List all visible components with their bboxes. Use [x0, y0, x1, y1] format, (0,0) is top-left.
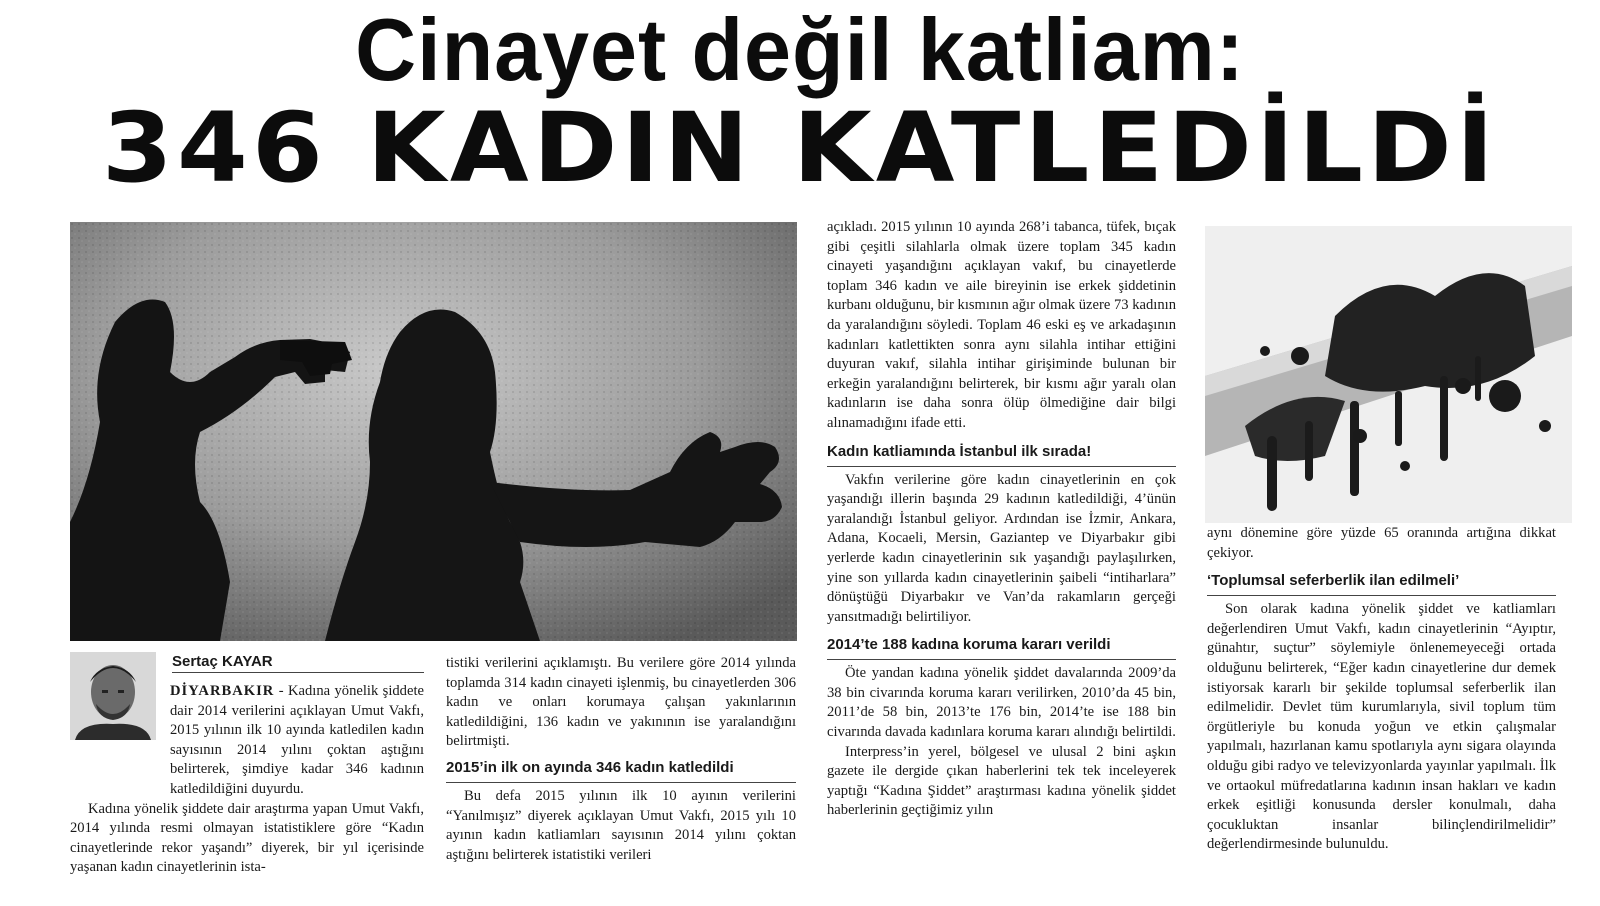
subheading: 2014’te 188 kadına koruma kararı verildi — [827, 635, 1176, 660]
subheading: 2015’in ilk on ayında 346 kadın katledildi — [446, 758, 796, 783]
knife-photo — [1205, 226, 1572, 523]
author-byline: Sertaç KAYAR — [172, 652, 424, 673]
headline-line-1: Cinayet değil katliam: — [355, 0, 1245, 99]
dateline-text: - Kadına yönelik şiddete dair 2014 verilerini açıklayan Umut Vakfı, 2015 yılının ilk 10 ayında katledilen kadın sayısının 2014 yılını çoktan aştığını belirterek, şimdiye kadar 346 kadının katledildiğini duyurdu. — [170, 683, 424, 797]
article-paragraph: Interpress’in yerel, bölgesel ve ulusal 2 bini aşkın gazete ile dergide çıkan haberlerini tek tek inceleyerek yaptığı “Kadına Şiddet” araştırması kadına yönelik şiddet haberlerinin geçtiğimiz yılın — [827, 743, 1176, 819]
article-paragraph: Vakfın verilerine göre kadın cinayetlerinin en çok yaşandığı illerin başında 29 kadının katledildiği, 4’ünün yaralandığı İstanbul geliyor. Ardından ise İzmir, Ankara, Adana, Kocaeli, Mersin, Gaziantep ve Diyarbakır gibi yerlerde kadın cinayetlerinin sık yaşandığı paylaşılırken, yine son yıllarda kadın cinayetlerinin şaibeli “intiharlara” dönüştüğü Diyarbakır ve Van’da rakamların gerçeği yansıtmadığı belirtiliyor. — [827, 471, 1176, 625]
article-column-1 — [70, 682, 424, 878]
article-paragraph: Öte yandan kadına yönelik şiddet davalarında 2009’da 38 bin civarında koruma kararı verilirken, 2010’da 45 bin, 2011’de 58 bin, 2013’te 176 bin, 2014’te ise 188 bin civarında davada kadınlara koruma kararı alındığı belirtildi. — [827, 665, 1176, 741]
main-photo — [70, 222, 797, 641]
article-column-2 — [446, 654, 796, 865]
article-paragraph: Kadına yönelik şiddete dair araştırma yapan Umut Vakfı, 2014 yılında resmi olmayan istatistiklere göre “Kadın cinayetlerinde rekor yaşandı” diyerek, bir yıl içerisinde yaşanan kadın cinayetlerinin ista- — [70, 800, 424, 876]
article-paragraph: Bu defa 2015 yılının ilk 10 ayının verilerini “Yanılmışız” diyerek açıklayan Umut Vakfı, 2015 yılı 10 ayının kadın katliamları sayısının 2014 yılını çoktan aştığını belirterek istatistiki verileri — [446, 787, 796, 863]
article-paragraph: açıkladı. 2015 yılının 10 ayında 268’i tabanca, tüfek, bıçak gibi çeşitli silahlarla olmak üzere toplam 345 kadın cinayeti yaşandığını açıklayan vakıf, bu cinayetlerde toplam 346 kadın ve aile bireyinin ise erkek şiddetinin kurbanı olduğunu, bir kısmının ağır olmak üzere 73 kadının da yaralandığını söyledi. Toplam 46 eski eş ve arkadaşının kadınları katlettikten sonra aynı silahla intihar ettiğini duyuran vakıf, silahla intihar girişiminde bulunan bir erkeğin yaralandığını belirterek, bir kısmı ağır yaralı olan kadınların ise daha sonra ölüp ölmediğine dair bilgi alınamadığını ifade etti. — [827, 219, 1176, 431]
article-column-3 — [827, 218, 1176, 821]
article-paragraph: Son olarak kadına yönelik şiddet ve katliamları değerlendiren Umut Vakfı, kadın cinayetlerinin “Ayıptır, günahtır, suçtur” söylemiyle önlenemeyeceği ortada olduğunu belirterek, “Eğer kadın cinayetlerine dur demek istiyorsak kararlı bir şekilde toplumsal seferberlik ilan edilmelidir. Devlet tüm kurumlarıyla, sivil toplum tüm örgütleriyle bu konuda yoğun ve etkin çalışmalar yapılmalı, hazırlanan kamu spotlarıyla aynı sigara olayında olduğu gibi radyo ve televizyonlarda yayınlar yapılmalı. İlk ve ortaokul müfredatlarına kadının insan hakları ve kadın erkek eşitliği konusunda dersler konulmalı, daha çocukluktan insanlar bilinçlendirilmelidir” değerlendirmesinde bulunuldu. — [1207, 601, 1556, 853]
dateline-city: DİYARBAKIR — [170, 683, 275, 699]
subheading: ‘Toplumsal seferberlik ilan edilmeli’ — [1207, 571, 1556, 596]
article-paragraph — [170, 682, 424, 800]
article-paragraph: tistiki verilerini açıklamıştı. Bu verilere göre 2014 yılında toplamda 314 kadın cinayeti işlenmiş, bu cinayetlerden 306 kadın ve onları korumaya çalışan yakınlarının katledildiğini, 136 kadın ve yakınının ise yaralandığını belirtmişti. — [446, 655, 796, 750]
subheading: Kadın katliamında İstanbul ilk sırada! — [827, 442, 1176, 467]
headline-line-2: 346 KADIN KATLEDİLDİ — [101, 92, 1499, 204]
article-column-4 — [1207, 524, 1556, 855]
article-paragraph: aynı dönemine göre yüzde 65 oranında artığına dikkat çekiyor. — [1207, 525, 1556, 561]
